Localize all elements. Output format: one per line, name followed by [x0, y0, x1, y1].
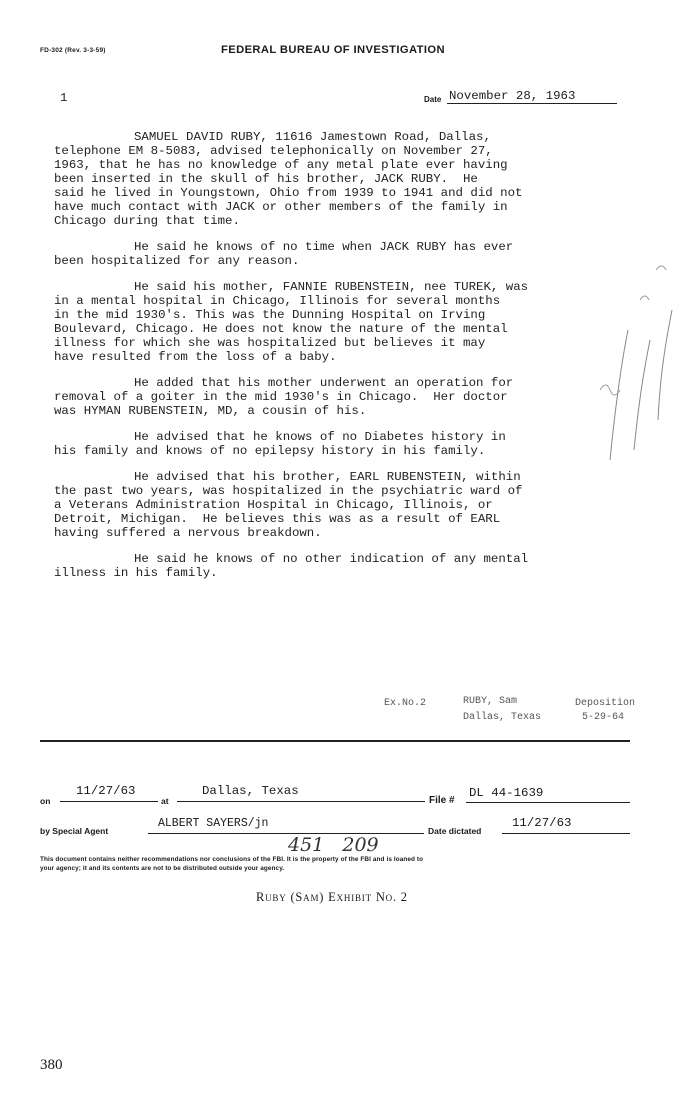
date-label: Date	[424, 95, 442, 104]
at-label: at	[161, 796, 169, 806]
dictated-underline	[502, 833, 630, 834]
paragraph-6: He advised that his brother, EARL RUBENSTEIN, within the past two years, was hospitalized in the psychiatric ward of a Veterans Administration Hospital in Chicago, Illinois, or Detroit, Michigan. He believes this was as a result of EARL having suffered a nervous breakdown.	[54, 470, 523, 540]
date-value: November 28, 1963	[449, 89, 576, 103]
on-value: 11/27/63	[76, 784, 136, 798]
page-number: 1	[60, 91, 68, 105]
handwritten-number: 451 209	[288, 834, 379, 856]
exhibit-date: 5-29-64	[582, 712, 625, 723]
paragraph-5: He advised that he knows of no Diabetes history in his family and knows of no epilepsy history in his family.	[54, 430, 506, 458]
paragraph-1: SAMUEL DAVID RUBY, 11616 Jamestown Road, Dallas, telephone EM 8-5083, advised telephonically on November 27, 1963, that he has no knowledge of any metal plate ever having been inserted in the skull of his brother, JACK RUBY. He said he lived in Youngstown, Ohio from 1939 to 1941 and did not have much contact with JACK or other members of the family in Chicago during that time.	[54, 130, 523, 228]
form-number: FD-302 (Rev. 3-3-59)	[40, 47, 106, 54]
agency-title: FEDERAL BUREAU OF INVESTIGATION	[221, 44, 445, 56]
legal-notice-line2: your agency; it and its contents are not to be distributed outside your agency.	[40, 865, 285, 872]
agent-underline	[148, 833, 424, 834]
file-value: DL 44-1639	[469, 786, 544, 800]
dictated-value: 11/27/63	[512, 816, 572, 830]
at-value: Dallas, Texas	[202, 784, 299, 798]
paragraph-3: He said his mother, FANNIE RUBENSTEIN, nee TUREK, was in a mental hospital in Chicago, Illinois for several months in the mid 1930's. This was the Dunning Hospital on Irving Boulevard, Chicago. He does not know the nature of the mental illness for which she was hospitalized but believes it may have resulted from the loss of a baby.	[54, 280, 529, 364]
agent-label: by Special Agent	[40, 826, 109, 836]
dictated-label: Date dictated	[428, 826, 482, 836]
exhibit-name: RUBY, Sam	[463, 696, 518, 707]
on-underline	[60, 801, 158, 802]
at-underline	[177, 801, 425, 802]
exhibit-city: Dallas, Texas	[463, 712, 542, 723]
exhibit-type: Deposition	[575, 698, 636, 709]
agent-value: ALBERT SAYERS/jn	[158, 817, 269, 830]
file-underline	[466, 802, 630, 803]
paragraph-2: He said he knows of no time when JACK RUBY has ever been hospitalized for any reason.	[54, 240, 514, 268]
on-label: on	[40, 796, 51, 806]
margin-handwriting	[590, 210, 680, 490]
exhibit-caption: Ruby (Sam) Exhibit No. 2	[256, 890, 408, 904]
paragraph-4: He added that his mother underwent an operation for removal of a goiter in the mid 1930's in Chicago. Her doctor was HYMAN RUBENSTEIN, MD, a cousin of his.	[54, 376, 514, 418]
report-body	[54, 130, 594, 592]
paragraph-7: He said he knows of no other indication of any mental illness in his family.	[54, 552, 529, 580]
footer-top-rule	[40, 740, 630, 742]
file-label: File #	[429, 795, 455, 806]
legal-notice-line1: This document contains neither recommendations nor conclusions of the FBI. It is the property of the FBI and is loaned to	[40, 856, 424, 863]
page-footer-number: 380	[40, 1057, 63, 1073]
exhibit-ex-no: Ex.No.2	[384, 698, 427, 709]
date-underline	[447, 103, 617, 104]
